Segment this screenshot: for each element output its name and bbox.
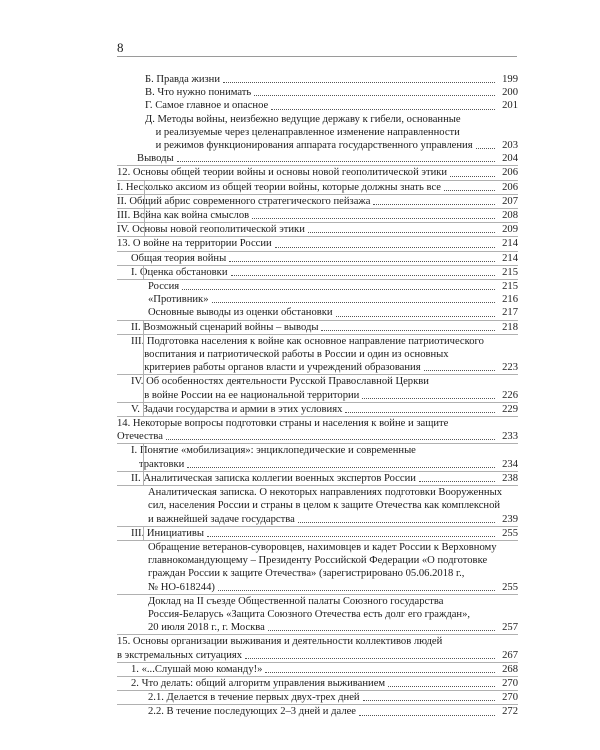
toc-column-rule xyxy=(144,195,145,208)
toc-page-number: 223 xyxy=(502,362,518,374)
toc-entry[interactable] xyxy=(117,472,518,485)
dot-leader xyxy=(207,536,495,537)
toc-page-number: 216 xyxy=(502,294,518,306)
dot-leader xyxy=(419,481,495,482)
toc-page-number: 214 xyxy=(502,252,518,264)
dot-leader xyxy=(268,630,495,631)
toc-column-rule xyxy=(144,209,145,222)
toc-entry[interactable] xyxy=(117,595,518,635)
toc-entry-title-line: критериев работы органов власти и учреждений образования xyxy=(131,362,421,374)
toc-entry-title-line: IV. Основы новой геополитической этики xyxy=(117,224,305,236)
toc-page-number: 199 xyxy=(502,74,518,85)
dot-leader xyxy=(254,95,495,96)
toc-page-number: 200 xyxy=(502,87,518,99)
dot-leader xyxy=(444,190,495,191)
toc-page-number: 217 xyxy=(502,307,518,319)
toc-entry[interactable] xyxy=(117,266,518,279)
page-number: 8 xyxy=(117,40,124,55)
header-rule xyxy=(117,56,517,57)
toc-column-rule xyxy=(143,527,144,540)
toc-page-number: 234 xyxy=(502,458,518,470)
dot-leader xyxy=(223,82,495,83)
toc-column-rule xyxy=(143,335,144,375)
toc-entry-title-line: Г. Самое главное и опасное xyxy=(145,100,269,112)
toc-page-number: 204 xyxy=(502,153,518,165)
dot-leader xyxy=(359,715,495,716)
toc-entry[interactable] xyxy=(117,403,518,416)
toc-entry-title-line: Общая теория войны xyxy=(131,252,227,264)
toc-column-rule xyxy=(143,266,144,279)
toc-entry-title-line: III. Война как война смыслов xyxy=(117,210,250,222)
toc-page-number: 215 xyxy=(502,281,518,293)
toc-page-number: 255 xyxy=(502,581,518,593)
toc-entry-title-line: граждан России к защите Отечества» (зарегистрировано 05.06.2018 г., xyxy=(148,568,465,580)
toc-column-rule xyxy=(143,321,144,334)
toc-entry-title-line: Доклад на II съезде Общественной палаты Союзного государства xyxy=(148,595,444,607)
toc-entry[interactable] xyxy=(117,99,518,112)
dot-leader xyxy=(275,247,495,248)
toc-page-number: 267 xyxy=(502,649,518,661)
toc-page-number: 255 xyxy=(502,527,518,539)
toc-entry[interactable] xyxy=(117,691,518,704)
toc-page-number: 203 xyxy=(502,140,518,152)
toc-entry[interactable] xyxy=(117,417,518,443)
toc-entry[interactable] xyxy=(117,166,518,179)
toc-entry-title-line: 2.2. В течение последующих 2–3 дней и далее xyxy=(148,706,357,718)
toc-entry[interactable] xyxy=(117,306,518,319)
toc-entry[interactable] xyxy=(117,705,518,718)
dot-leader xyxy=(212,302,496,303)
dot-leader xyxy=(336,316,495,317)
dot-leader xyxy=(298,522,495,523)
toc-entry[interactable] xyxy=(117,635,518,661)
toc-entry-title-line: I. Оценка обстановки xyxy=(131,266,228,278)
toc-page-number: 214 xyxy=(502,238,518,250)
toc-entry-title-line: 20 июля 2018 г., г. Москва xyxy=(148,622,265,634)
toc-entry-title-line: Россия-Беларусь «Защита Союзного Отечества есть долг его граждан», xyxy=(148,608,471,620)
dot-leader xyxy=(166,439,495,440)
toc-entry-title-line: Д. Методы войны, неизбежно ведущие державу к гибели, основанные xyxy=(145,113,461,125)
toc-page-number: 218 xyxy=(502,321,518,333)
toc-entry-title-line: воспитания и патриотической работы в России и один из основных xyxy=(131,349,449,361)
toc-entry-title-line: 2.1. Делается в течение первых двух-трех дней xyxy=(148,692,360,704)
toc-entry[interactable] xyxy=(117,486,518,526)
dot-leader xyxy=(231,275,496,276)
toc-page-number: 272 xyxy=(502,706,518,718)
toc-page-number: 238 xyxy=(502,472,518,484)
toc-entry-title-line: и реализуемые через целенаправленное изменение направленности xyxy=(145,126,460,138)
toc-page-number: 229 xyxy=(502,403,518,415)
toc-entry-title-line: II. Аналитическая записка коллегии военных экспертов России xyxy=(131,472,416,484)
toc-entry-title-line: 1. «...Слушай мою команду!» xyxy=(131,663,263,675)
toc-entry[interactable] xyxy=(117,252,518,265)
toc-entry-title-line: I. Несколько аксиом из общей теории войны, которые должны знать все xyxy=(117,181,442,193)
dot-leader xyxy=(373,204,495,205)
toc-entry-title-line: в экстремальных ситуациях xyxy=(117,649,243,661)
dot-leader xyxy=(252,218,495,219)
toc-entry-title-line: 2. Что делать: общий алгоритм управления выживанием xyxy=(131,677,386,689)
toc-entry[interactable] xyxy=(117,293,518,306)
toc-entry-title-line: в войне России на ее национальной территории xyxy=(131,389,360,401)
toc-entry-title-line: 14. Некоторые вопросы подготовки страны и населения к войне и защите xyxy=(117,418,449,430)
toc-entry[interactable] xyxy=(117,152,518,165)
toc-entry[interactable] xyxy=(117,444,518,470)
toc-entry-title-line: I. Понятие «мобилизация»: энциклопедические и современные xyxy=(131,445,416,457)
dot-leader xyxy=(450,176,495,177)
table-of-contents xyxy=(117,73,518,719)
toc-entry[interactable] xyxy=(117,321,518,334)
toc-entry-title-line: II. Общий абрис современного стратегического пейзажа xyxy=(117,195,371,207)
toc-page-number: 268 xyxy=(502,663,518,675)
dot-leader xyxy=(345,412,495,413)
toc-entry-title-line: Россия xyxy=(148,281,180,293)
dot-leader xyxy=(424,370,495,371)
toc-page-number: 215 xyxy=(502,266,518,278)
dot-leader xyxy=(182,289,495,290)
toc-page-number: 257 xyxy=(502,622,518,634)
toc-entry[interactable] xyxy=(117,181,518,194)
toc-entry[interactable] xyxy=(117,335,518,375)
dot-leader xyxy=(177,161,495,162)
dot-leader xyxy=(245,658,495,659)
toc-page-number: 239 xyxy=(502,513,518,525)
dot-leader xyxy=(271,109,495,110)
toc-entry-title-line: Аналитическая записка. О некоторых направлениях подготовки Вооруженных xyxy=(148,487,502,499)
toc-entry-title-line: IV. Об особенностях деятельности Русской Православной Церкви xyxy=(131,376,429,388)
toc-entry[interactable] xyxy=(117,663,518,676)
toc-entry-title-line: Выводы xyxy=(137,153,174,165)
toc-entry-title-line: Обращение ветеранов-суворовцев, нахимовцев и кадет России к Верховному xyxy=(148,541,497,553)
toc-page-number: 206 xyxy=(502,181,518,193)
toc-page-number: 270 xyxy=(502,692,518,704)
toc-column-rule xyxy=(144,223,145,236)
toc-page-number: 201 xyxy=(502,100,518,112)
toc-entry-title-line: III. Подготовка населения к войне как основное направление патриотического xyxy=(131,335,484,347)
toc-page-number: 209 xyxy=(502,224,518,236)
toc-entry-title-line: и важнейшей задаче государства xyxy=(148,513,295,525)
toc-entry[interactable] xyxy=(117,223,518,236)
toc-entry-title-line: Основные выводы из оценки обстановки xyxy=(148,307,333,319)
toc-page-number: 233 xyxy=(502,431,518,443)
dot-leader xyxy=(476,148,495,149)
toc-entry[interactable] xyxy=(117,113,518,153)
dot-leader xyxy=(388,686,495,687)
toc-entry[interactable] xyxy=(117,280,518,293)
toc-column-rule xyxy=(144,181,145,194)
toc-page-number: 208 xyxy=(502,210,518,222)
dot-leader xyxy=(363,700,495,701)
dot-leader xyxy=(218,590,495,591)
dot-leader xyxy=(265,672,495,673)
toc-entry[interactable] xyxy=(117,541,518,594)
toc-page-number: 207 xyxy=(502,195,518,207)
toc-entry-title-line: № НО-618244) xyxy=(148,581,215,593)
dot-leader xyxy=(187,467,495,468)
toc-entry-title-line: «Противник» xyxy=(148,294,209,306)
toc-entry[interactable] xyxy=(117,73,518,86)
toc-entry[interactable] xyxy=(117,237,518,250)
toc-column-rule xyxy=(143,444,144,470)
toc-entry-title-line: II. Возможный сценарий войны – выводы xyxy=(131,321,319,333)
toc-entry-title-line: 12. Основы общей теории войны и основы новой геополитической этики xyxy=(117,167,448,179)
toc-page-number: 270 xyxy=(502,677,518,689)
toc-column-rule xyxy=(143,375,144,401)
toc-entry-title-line: сил, населения России и страны в целом к защите Отечества как комплексной xyxy=(148,500,501,512)
toc-entry[interactable] xyxy=(117,527,518,540)
toc-entry-title-line: главнокомандующему – Президенту Российской Федерации «О подготовке xyxy=(148,555,488,567)
toc-entry-title-line: Б. Правда жизни xyxy=(145,74,221,85)
toc-entry-title-line: В. Что нужно понимать xyxy=(145,87,252,99)
dot-leader xyxy=(308,232,495,233)
toc-page-number: 226 xyxy=(502,389,518,401)
toc-entry-title-line: трактовки xyxy=(131,458,185,470)
toc-column-rule xyxy=(143,403,144,416)
toc-entry-title-line: Отечества xyxy=(117,431,163,443)
toc-entry[interactable] xyxy=(117,209,518,222)
dot-leader xyxy=(229,261,495,262)
toc-entry-title-line: III. Инициативы xyxy=(131,527,205,539)
toc-entry-title-line: и режимов функционирования аппарата государственного управления xyxy=(145,140,473,152)
toc-entry-title-line: 13. О войне на территории России xyxy=(117,238,272,250)
toc-entry-title-line: V. Задачи государства и армии в этих условиях xyxy=(131,403,343,415)
toc-page-number: 206 xyxy=(502,167,518,179)
dot-leader xyxy=(362,398,495,399)
toc-entry-title-line: 15. Основы организации выживания и деятельности коллективов людей xyxy=(117,636,443,648)
toc-entry[interactable] xyxy=(117,86,518,99)
toc-entry[interactable] xyxy=(117,677,518,690)
toc-column-rule xyxy=(143,472,144,485)
dot-leader xyxy=(321,330,495,331)
toc-entry[interactable] xyxy=(117,375,518,401)
toc-entry[interactable] xyxy=(117,195,518,208)
